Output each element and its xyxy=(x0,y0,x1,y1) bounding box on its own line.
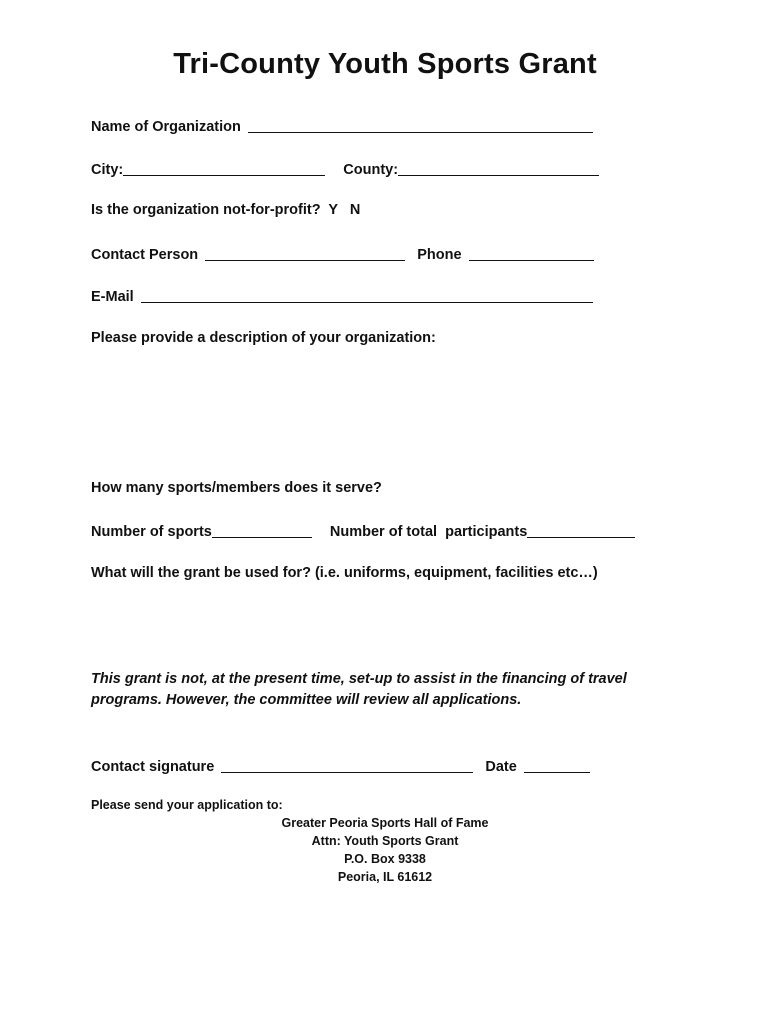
email-row xyxy=(91,285,593,305)
county-field[interactable] xyxy=(398,160,599,176)
mailing-instruction: Please send your application to: xyxy=(91,798,283,812)
nonprofit-row xyxy=(91,200,360,220)
signature-label: Contact signature xyxy=(91,759,215,775)
num-participants-label: Number of total participants xyxy=(329,524,528,540)
grant-use-row xyxy=(91,563,598,583)
signature-row xyxy=(91,755,590,775)
description-prompt-row xyxy=(91,328,436,348)
sports-members-row xyxy=(91,478,382,498)
nonprofit-question: Is the organization not-for-profit? Y N xyxy=(91,202,361,218)
address-line: Peoria, IL 61612 xyxy=(337,870,433,884)
email-field[interactable] xyxy=(141,287,593,303)
sports-members-question: How many sports/members does it serve? xyxy=(91,480,382,496)
contact-phone-row xyxy=(91,243,594,263)
city-field[interactable] xyxy=(123,160,325,176)
phone-field[interactable] xyxy=(469,245,594,261)
org-name-label: Name of Organization xyxy=(91,119,241,135)
description-prompt: Please provide a description of your organization: xyxy=(91,330,436,346)
form-title: Tri-County Youth Sports Grant xyxy=(173,48,597,80)
notice-line-2: programs. However, the committee will review all applications. xyxy=(91,692,522,708)
mailing-address xyxy=(200,814,570,886)
org-name-row xyxy=(91,115,593,135)
address-line: Attn: Youth Sports Grant xyxy=(311,834,459,848)
date-field[interactable] xyxy=(524,757,590,773)
org-name-field[interactable] xyxy=(248,117,593,133)
sports-participants-row xyxy=(91,520,635,540)
date-label: Date xyxy=(485,759,517,775)
city-county-row xyxy=(91,158,599,178)
notice-line-1: This grant is not, at the present time, set-up to assist in the financing of travel xyxy=(91,671,627,687)
city-label: City: xyxy=(91,162,124,178)
email-label: E-Mail xyxy=(91,289,134,305)
county-label: County: xyxy=(343,162,399,178)
contact-person-label: Contact Person xyxy=(91,247,199,263)
num-sports-label: Number of sports xyxy=(91,524,212,540)
address-line: P.O. Box 9338 xyxy=(344,852,426,866)
signature-field[interactable] xyxy=(221,757,473,773)
address-line: Greater Peoria Sports Hall of Fame xyxy=(281,816,489,830)
num-participants-field[interactable] xyxy=(527,522,635,538)
phone-label: Phone xyxy=(417,247,462,263)
grant-use-question: What will the grant be used for? (i.e. uniforms, equipment, facilities etc…) xyxy=(91,565,598,581)
num-sports-field[interactable] xyxy=(212,522,312,538)
contact-person-field[interactable] xyxy=(205,245,405,261)
